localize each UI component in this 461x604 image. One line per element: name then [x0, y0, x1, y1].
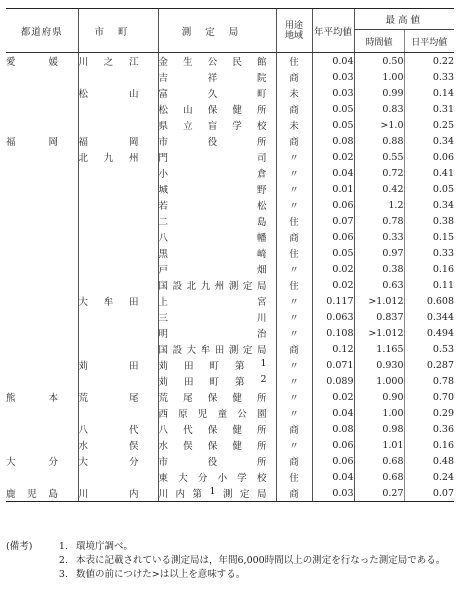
note-3: [6, 568, 456, 582]
prefecture-cell: [6, 421, 78, 437]
prefecture-cell: [6, 389, 78, 405]
table-row: [6, 165, 454, 181]
hourly-max-cell: 0.90: [354, 389, 404, 405]
city-cell: [78, 357, 158, 373]
station-cell: [158, 277, 276, 293]
daily-max-cell: 0.06: [404, 149, 454, 165]
daily-max-cell: 0.33: [404, 69, 454, 85]
header-prefecture: 都道府県: [6, 9, 78, 53]
zone-cell: 〃: [276, 165, 312, 181]
table-row: [6, 229, 454, 245]
table-row: [6, 85, 454, 101]
station-cell-text: 若 松: [158, 201, 267, 212]
hourly-max-cell: 0.42: [354, 181, 404, 197]
prefecture-cell: [6, 133, 78, 149]
daily-max-cell: 0.07: [404, 485, 454, 502]
station-cell-text: 水 俣 保 健 所: [158, 441, 267, 452]
table-row: [6, 389, 454, 405]
daily-max-cell: 0.34: [404, 197, 454, 213]
city-cell-text: 大 牟 田: [78, 297, 139, 308]
station-cell: [158, 117, 276, 133]
hourly-max-cell: 0.27: [354, 485, 404, 502]
station-cell: [158, 389, 276, 405]
city-cell: [78, 389, 158, 405]
city-cell: [78, 197, 158, 213]
prefecture-cell-text: 大 分: [6, 457, 58, 468]
city-cell: [78, 85, 158, 101]
city-cell: [78, 133, 158, 149]
city-cell: [78, 149, 158, 165]
zone-cell: 〃: [276, 405, 312, 421]
station-cell-text: 市 役 所: [158, 137, 267, 148]
hourly-max-cell: 0.83: [354, 101, 404, 117]
zone-cell: 商: [276, 69, 312, 85]
station-cell: [158, 69, 276, 85]
prefecture-cell: [6, 165, 78, 181]
header-zone-line1: 用途: [284, 20, 303, 31]
hourly-max-cell: 0.68: [354, 453, 404, 469]
daily-max-cell: 0.25: [404, 117, 454, 133]
annual-mean-cell: 0.12: [312, 341, 354, 357]
station-cell-text: 吉 祥 院: [158, 73, 267, 84]
note-number: 1.: [58, 541, 68, 552]
annual-mean-cell: 0.03: [312, 485, 354, 502]
station-cell: [158, 373, 276, 389]
note-number: 2.: [58, 555, 68, 566]
prefecture-cell: [6, 261, 78, 277]
prefecture-cell: [6, 373, 78, 389]
hourly-max-cell: 0.68: [354, 469, 404, 485]
note-text: 本表に記載されている測定局は，年間6,000時間以上の測定を行なった測定局である。: [76, 555, 446, 566]
city-cell: [78, 53, 158, 70]
station-cell: [158, 133, 276, 149]
hourly-max-cell: >1.012: [354, 325, 404, 341]
annual-mean-cell: 0.04: [312, 165, 354, 181]
station-cell: [158, 53, 276, 70]
zone-cell: 住: [276, 245, 312, 261]
note-1: [6, 540, 456, 554]
hourly-max-cell: 1.01: [354, 437, 404, 453]
annual-mean-cell: 0.03: [312, 69, 354, 85]
table-row: [6, 181, 454, 197]
zone-cell: 商: [276, 485, 312, 502]
daily-max-cell: 0.41: [404, 165, 454, 181]
station-cell-text: 松 山 保 健 所: [158, 105, 267, 116]
daily-max-cell: 0.608: [404, 293, 454, 309]
hourly-max-cell: >1.0: [354, 117, 404, 133]
city-cell: [78, 277, 158, 293]
city-cell: [78, 341, 158, 357]
city-cell: [78, 213, 158, 229]
annual-mean-cell: 0.071: [312, 357, 354, 373]
station-cell: [158, 325, 276, 341]
zone-cell: 商: [276, 421, 312, 437]
city-cell: [78, 165, 158, 181]
prefecture-cell-text: 福 岡: [6, 137, 58, 148]
city-cell: [78, 405, 158, 421]
zone-cell: 〃: [276, 373, 312, 389]
prefecture-cell-text: 熊 本: [6, 393, 58, 404]
station-cell: [158, 149, 276, 165]
city-cell: [78, 117, 158, 133]
zone-cell: 〃: [276, 389, 312, 405]
station-cell-text: 八 幡: [158, 233, 267, 244]
daily-max-cell: 0.11: [404, 277, 454, 293]
table-row: [6, 53, 454, 70]
station-cell-text: 東 大 分 小 学 校: [158, 473, 267, 484]
station-cell-text: 上 宮: [158, 297, 267, 308]
station-cell: [158, 181, 276, 197]
station-cell-text: 戸 畑: [158, 265, 267, 276]
prefecture-cell: [6, 453, 78, 469]
hourly-max-cell: 0.97: [354, 245, 404, 261]
city-cell-text: 苅 田: [78, 361, 139, 372]
daily-max-cell: 0.344: [404, 309, 454, 325]
table-row: [6, 69, 454, 85]
header-daily-mean: 日平均値: [404, 30, 454, 53]
city-cell: [78, 181, 158, 197]
city-cell-text: 水 俣: [78, 441, 139, 452]
prefecture-cell: [6, 245, 78, 261]
station-cell-text: 川 内 第 1 測 定 局: [158, 486, 267, 500]
station-cell: [158, 85, 276, 101]
hourly-max-cell: 0.837: [354, 309, 404, 325]
daily-max-cell: 0.36: [404, 421, 454, 437]
zone-cell: 未: [276, 85, 312, 101]
station-cell: [158, 309, 276, 325]
city-cell-text: 川 之 江: [78, 57, 139, 68]
notes-label: (備考): [6, 541, 33, 552]
station-cell-text: 金 生 公 民 館: [158, 57, 267, 68]
table-row: [6, 117, 454, 133]
hourly-max-cell: 0.33: [354, 229, 404, 245]
annual-mean-cell: 0.07: [312, 213, 354, 229]
table-row: [6, 277, 454, 293]
station-cell-text: 富 久 町: [158, 89, 267, 100]
station-cell: [158, 245, 276, 261]
annual-mean-cell: 0.08: [312, 421, 354, 437]
station-cell-text: 門 司: [158, 153, 267, 164]
station-cell-text: 国 設 北 九 州 測 定 局: [158, 281, 267, 292]
city-cell: [78, 229, 158, 245]
hourly-max-cell: 1.00: [354, 69, 404, 85]
header-zone-line2: 地域: [284, 30, 303, 41]
daily-max-cell: 0.16: [404, 261, 454, 277]
city-cell: [78, 469, 158, 485]
station-cell: [158, 341, 276, 357]
daily-max-cell: 0.287: [404, 357, 454, 373]
note-text: 数値の前につけた>は以上を意味する。: [76, 569, 246, 580]
prefecture-cell-text: 愛 媛: [6, 57, 58, 68]
notes: [6, 540, 456, 582]
hourly-max-cell: 0.78: [354, 213, 404, 229]
annual-mean-cell: 0.04: [312, 405, 354, 421]
zone-cell: 〃: [276, 197, 312, 213]
daily-max-cell: 0.494: [404, 325, 454, 341]
station-cell-text: 城 野: [158, 185, 267, 196]
daily-max-cell: 0.14: [404, 85, 454, 101]
hourly-max-cell: 0.50: [354, 53, 404, 70]
zone-cell: 住: [276, 213, 312, 229]
zone-cell: 〃: [276, 437, 312, 453]
prefecture-cell: [6, 357, 78, 373]
hourly-max-cell: 0.98: [354, 421, 404, 437]
prefecture-cell: [6, 325, 78, 341]
city-cell-text: 福 岡: [78, 137, 139, 148]
city-cell: [78, 421, 158, 437]
prefecture-cell: [6, 341, 78, 357]
station-cell: [158, 261, 276, 277]
prefecture-cell: [6, 101, 78, 117]
zone-cell: 〃: [276, 149, 312, 165]
station-cell-text: 苅 田 町 第 1: [158, 358, 267, 372]
zone-cell: 〃: [276, 293, 312, 309]
city-cell: [78, 101, 158, 117]
header-hourly-value: 時間値: [354, 30, 404, 53]
hourly-max-cell: 0.63: [354, 277, 404, 293]
header-annual-mean: 年平均値: [312, 9, 354, 53]
daily-max-cell: 0.29: [404, 405, 454, 421]
city-cell: [78, 69, 158, 85]
hourly-max-cell: 0.88: [354, 133, 404, 149]
city-cell: [78, 309, 158, 325]
prefecture-cell: [6, 437, 78, 453]
station-cell: [158, 165, 276, 181]
city-cell: [78, 485, 158, 502]
station-cell-text: 荒 尾 保 健 所: [158, 393, 267, 404]
station-cell: [158, 421, 276, 437]
city-cell: [78, 325, 158, 341]
header-max-value: 最高値: [354, 9, 454, 30]
table-row: [6, 309, 454, 325]
note-2: [6, 554, 456, 568]
prefecture-cell: [6, 53, 78, 70]
hourly-max-cell: 0.55: [354, 149, 404, 165]
hourly-max-cell: 0.930: [354, 357, 404, 373]
station-cell-text: 黒 崎: [158, 249, 267, 260]
city-cell: [78, 261, 158, 277]
zone-cell: 〃: [276, 309, 312, 325]
daily-max-cell: 0.22: [404, 53, 454, 70]
zone-cell: 商: [276, 101, 312, 117]
zone-cell: 〃: [276, 357, 312, 373]
daily-max-cell: 0.78: [404, 373, 454, 389]
zone-cell: 〃: [276, 181, 312, 197]
hourly-max-cell: 1.000: [354, 373, 404, 389]
table-body: [6, 53, 454, 502]
daily-max-cell: 0.70: [404, 389, 454, 405]
annual-mean-cell: 0.06: [312, 437, 354, 453]
daily-max-cell: 0.15: [404, 229, 454, 245]
station-cell-text: 国 設 大 牟 田 測 定 局: [158, 345, 267, 356]
station-cell: [158, 469, 276, 485]
station-cell-text: 小 倉: [158, 169, 267, 180]
annual-mean-cell: 0.063: [312, 309, 354, 325]
daily-max-cell: 0.34: [404, 133, 454, 149]
annual-mean-cell: 0.06: [312, 197, 354, 213]
table-row: [6, 373, 454, 389]
prefecture-cell: [6, 181, 78, 197]
station-cell: [158, 229, 276, 245]
air-quality-table: [6, 8, 454, 502]
zone-cell: 住: [276, 53, 312, 70]
annual-mean-cell: 0.05: [312, 245, 354, 261]
zone-cell: 商: [276, 229, 312, 245]
station-cell: [158, 101, 276, 117]
station-cell: [158, 357, 276, 373]
station-cell: [158, 293, 276, 309]
annual-mean-cell: 0.02: [312, 149, 354, 165]
station-cell-text: 八 代 保 健 所: [158, 425, 267, 436]
hourly-max-cell: >1.012: [354, 293, 404, 309]
annual-mean-cell: 0.03: [312, 85, 354, 101]
annual-mean-cell: 0.08: [312, 133, 354, 149]
prefecture-cell: [6, 69, 78, 85]
daily-max-cell: 0.05: [404, 181, 454, 197]
prefecture-cell: [6, 197, 78, 213]
note-text: 環境庁調べ。: [76, 541, 134, 552]
city-cell-text: 北 九 州: [78, 153, 139, 164]
prefecture-cell: [6, 85, 78, 101]
station-cell-text: 市 役 所: [158, 457, 267, 468]
city-cell: [78, 293, 158, 309]
zone-cell: 住: [276, 277, 312, 293]
annual-mean-cell: 0.02: [312, 389, 354, 405]
table-row: [6, 293, 454, 309]
header-city: 市町: [78, 9, 158, 53]
annual-mean-cell: 0.089: [312, 373, 354, 389]
city-cell-text: 荒 尾: [78, 393, 139, 404]
zone-cell: 商: [276, 453, 312, 469]
city-cell-text: 川 内: [78, 489, 139, 500]
hourly-max-cell: 0.72: [354, 165, 404, 181]
prefecture-cell: [6, 309, 78, 325]
annual-mean-cell: 0.06: [312, 229, 354, 245]
city-cell: [78, 453, 158, 469]
annual-mean-cell: 0.108: [312, 325, 354, 341]
prefecture-cell: [6, 277, 78, 293]
table-row: [6, 453, 454, 469]
prefecture-cell: [6, 469, 78, 485]
annual-mean-cell: 0.01: [312, 181, 354, 197]
station-cell-text: 県 立 盲 学 校: [158, 121, 267, 132]
daily-max-cell: 0.24: [404, 469, 454, 485]
zone-cell: 商: [276, 133, 312, 149]
annual-mean-cell: 0.02: [312, 261, 354, 277]
table-row: [6, 101, 454, 117]
hourly-max-cell: 1.2: [354, 197, 404, 213]
prefecture-cell: [6, 405, 78, 421]
table-row: [6, 261, 454, 277]
city-cell-text: 八 代: [78, 425, 139, 436]
header-zone: [276, 9, 312, 53]
hourly-max-cell: 0.38: [354, 261, 404, 277]
prefecture-cell: [6, 293, 78, 309]
annual-mean-cell: 0.06: [312, 453, 354, 469]
zone-cell: 〃: [276, 261, 312, 277]
daily-max-cell: 0.38: [404, 213, 454, 229]
station-cell: [158, 437, 276, 453]
city-cell-text: 松 山: [78, 89, 139, 100]
station-cell-text: 二 島: [158, 217, 267, 228]
annual-mean-cell: 0.117: [312, 293, 354, 309]
annual-mean-cell: 0.04: [312, 53, 354, 70]
table-row: [6, 245, 454, 261]
table-row: [6, 325, 454, 341]
zone-cell: 住: [276, 469, 312, 485]
station-cell: [158, 405, 276, 421]
station-cell-text: 苅 田 町 第 2: [158, 374, 267, 388]
annual-mean-cell: 0.02: [312, 277, 354, 293]
zone-cell: 商: [276, 341, 312, 357]
station-cell: [158, 213, 276, 229]
table-row: [6, 485, 454, 502]
city-cell: [78, 373, 158, 389]
daily-max-cell: 0.16: [404, 437, 454, 453]
daily-max-cell: 0.48: [404, 453, 454, 469]
table-row: [6, 357, 454, 373]
city-cell: [78, 245, 158, 261]
header-station: 測定局: [158, 9, 276, 53]
table-row: [6, 437, 454, 453]
table-row: [6, 197, 454, 213]
city-cell: [78, 437, 158, 453]
table-row: [6, 149, 454, 165]
table-row: [6, 133, 454, 149]
table-row: [6, 469, 454, 485]
table-row: [6, 405, 454, 421]
note-number: 3.: [58, 569, 68, 580]
prefecture-cell: [6, 117, 78, 133]
zone-cell: 〃: [276, 325, 312, 341]
station-cell-text: 三 川: [158, 313, 267, 324]
hourly-max-cell: 1.165: [354, 341, 404, 357]
station-cell: [158, 197, 276, 213]
prefecture-cell: [6, 229, 78, 245]
station-cell-text: 明 治: [158, 329, 267, 340]
zone-cell: 未: [276, 117, 312, 133]
annual-mean-cell: 0.04: [312, 469, 354, 485]
city-cell-text: 大 分: [78, 457, 139, 468]
prefecture-cell: [6, 485, 78, 502]
daily-max-cell: 0.31: [404, 101, 454, 117]
hourly-max-cell: 1.00: [354, 405, 404, 421]
station-cell: [158, 453, 276, 469]
annual-mean-cell: 0.05: [312, 117, 354, 133]
table-row: [6, 341, 454, 357]
daily-max-cell: 0.53: [404, 341, 454, 357]
station-cell: [158, 485, 276, 502]
hourly-max-cell: 0.99: [354, 85, 404, 101]
daily-max-cell: 0.33: [404, 245, 454, 261]
prefecture-cell: [6, 149, 78, 165]
table-row: [6, 213, 454, 229]
annual-mean-cell: 0.05: [312, 101, 354, 117]
prefecture-cell-text: 鹿 児 島: [6, 489, 58, 500]
station-cell-text: 西 原 児 童 公 園: [158, 409, 267, 420]
prefecture-cell: [6, 213, 78, 229]
table-row: [6, 421, 454, 437]
